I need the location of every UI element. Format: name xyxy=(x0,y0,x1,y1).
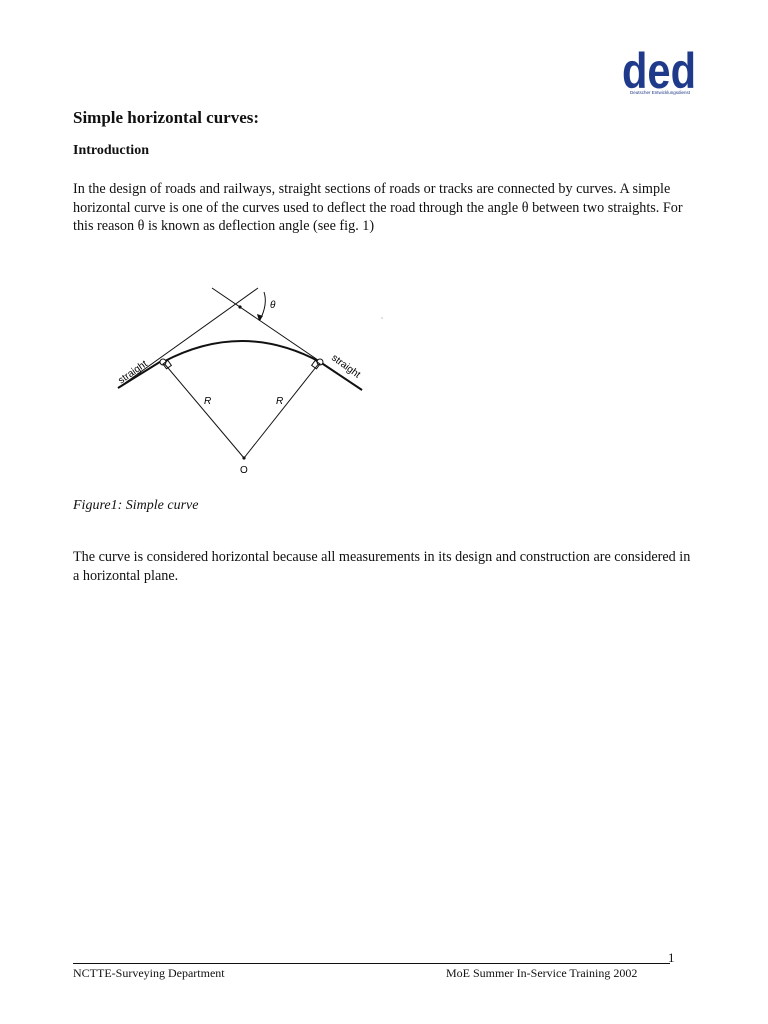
figure-caption: Figure1: Simple curve xyxy=(73,498,199,513)
footer-left-text: NCTTE-Surveying Department xyxy=(73,966,225,980)
intro-paragraph: In the design of roads and railways, straight sections of roads or tracks are connected by curves. A simple horizontal curve is one of the curves used to deflect the road through the angle θ between two straights. For this reason θ is known as deflection angle (see fig. 1) xyxy=(73,181,683,234)
footer-right-text: MoE Summer In-Service Training 2002 xyxy=(446,966,638,980)
footer-divider xyxy=(73,963,670,964)
radius-right xyxy=(244,362,320,458)
label-straight-right: straight xyxy=(329,352,363,381)
page-title: Simple horizontal curves: xyxy=(73,108,260,127)
logo-text: ded xyxy=(622,44,696,99)
second-paragraph: The curve is considered horizontal because all measurements in its design and construction are considered in a horizontal plane. xyxy=(73,549,691,584)
section-heading: Introduction xyxy=(73,143,149,158)
scan-speck xyxy=(381,317,382,318)
label-straight-left: straight xyxy=(116,358,150,387)
label-r-right: R xyxy=(276,396,284,407)
radius-left xyxy=(163,362,244,458)
label-theta: θ xyxy=(270,300,276,311)
label-center: O xyxy=(240,465,248,476)
label-r-left: R xyxy=(204,396,212,407)
curve-arc xyxy=(163,341,320,362)
logo-subtext: Deutscher Entwicklungsdienst xyxy=(629,90,691,95)
center-point xyxy=(242,456,245,459)
intersection-point xyxy=(238,305,241,308)
simple-curve-figure xyxy=(108,280,388,480)
page-number: 1 xyxy=(668,950,675,965)
